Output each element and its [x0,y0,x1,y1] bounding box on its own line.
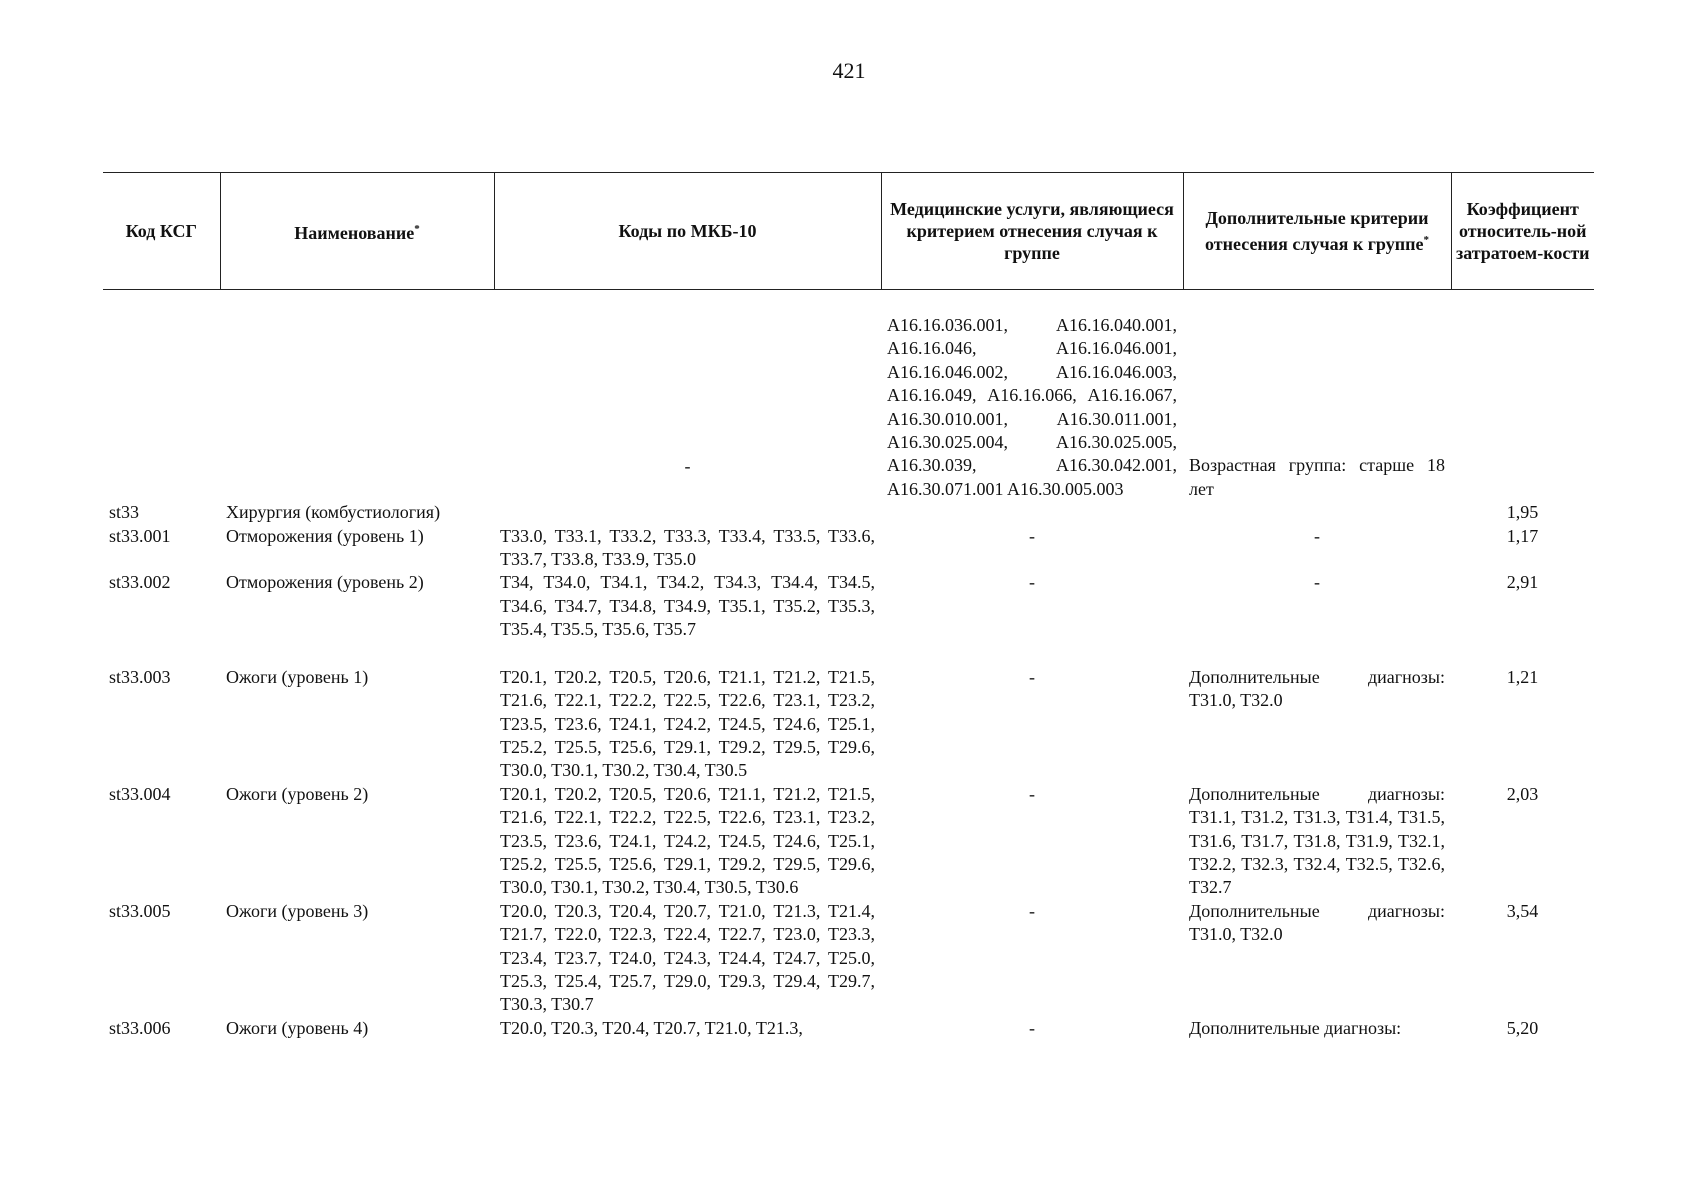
header-criteria-text: Дополнительные критерии отнесения случая к группе [1205,208,1429,254]
cell-coef: 1,21 [1506,666,1539,687]
cell-icd: T20.1, T20.2, T20.5, T20.6, T21.1, T21.2, T21.5, T21.6, T22.1, T22.2, T22.5, T22.6, T23.1, T23.2, T23.5, T23.6, T24.1, T24.2, T24.5, T24.6, T25.1, T25.2, T25.5, T25.6, T29.1, T29.2, T29.5, T29.6, T30.0, T30.1, T30.2, T30.4, T30.5, T30.6 [500,783,875,898]
cell-services: - [1029,525,1035,546]
cell-name: Ожоги (уровень 4) [226,1017,369,1038]
cell-criteria: - [1314,572,1320,593]
cell-coef: 3,54 [1506,900,1539,921]
page-number: 421 [832,58,866,83]
cell-icd: T20.0, T20.3, T20.4, T20.7, T21.0, T21.3, [500,1017,803,1038]
cell-services: A16.16.036.001, A16.16.040.001, A16.16.046, A16.16.046.001, A16.16.046.002, A16.16.046.003, A16.16.049, A16.16.066, A16.16.067, A16.30.010.001, A16.30.011.001, A16.30.025.004, A16.30.025.005, A16.30.039, A16.30.042.001, A16.30.071.001 A16.30.005.003 [887,315,1177,499]
cell-name [220,314,494,501]
cell-code: st33.001 [109,525,171,546]
cell-code: st33.003 [109,666,171,687]
cell-criteria: Дополнительные диагнозы: T31.1, T31.2, T31.3, T31.4, T31.5, T31.6, T31.7, T31.8, T31.9, T32.1, T32.2, T32.3, T32.4, T32.5, T32.6, T32.7 [1189,783,1445,898]
cell-code: st33.002 [109,572,171,593]
table-row [103,571,1594,665]
spacer-row [103,290,1594,315]
cell-icd: T20.1, T20.2, T20.5, T20.6, T21.1, T21.2, T21.5, T21.6, T22.1, T22.2, T22.5, T22.6, T23.1, T23.2, T23.5, T23.6, T24.1, T24.2, T24.5, T24.6, T25.1, T25.2, T25.5, T25.6, T29.1, T29.2, T29.5, T29.6, T30.0, T30.1, T30.2, T30.4, T30.5 [500,666,875,781]
header-criteria [1183,173,1451,290]
cell-services: - [1029,783,1035,804]
cell-name: Ожоги (уровень 1) [226,666,369,687]
header-icd: Коды по МКБ-10 [494,173,881,290]
header-coefficient: Коэффициент относитель-ной затратоем-кости [1451,173,1594,290]
cell-coef [1451,314,1594,501]
cell-name: Отморожения (уровень 2) [226,572,424,593]
cell-icd: - [684,455,691,476]
cell-icd: T34, T34.0, T34.1, T34.2, T34.3, T34.4, T34.5, T34.6, T34.7, T34.8, T34.9, T35.1, T35.2, T35.3, T35.4, T35.5, T35.6, T35.7 [500,572,875,640]
cell-code: st33.005 [109,900,171,921]
ksg-table [103,172,1594,1040]
cell-name: Хирургия (комбустиология) [226,502,441,523]
cell-services: - [1029,900,1035,921]
cell-services [881,501,1183,524]
cell-coef: 5,20 [1506,1017,1539,1038]
cell-criteria: Дополнительные диагнозы: [1189,1017,1402,1038]
table-row [103,900,1594,1017]
cell-icd [494,501,881,524]
cell-coef: 2,03 [1506,783,1539,804]
cell-services: - [1029,1017,1035,1038]
cell-code: st33.006 [109,1017,171,1038]
cell-code: st33 [109,502,140,523]
header-name-footnote: * [414,223,420,235]
header-code: Код КСГ [103,173,220,290]
header-name [220,173,494,290]
table-header-row [103,173,1594,290]
cell-code [103,314,220,501]
table-row [103,525,1594,572]
cell-criteria: - [1314,525,1320,546]
cell-criteria: Дополнительные диагнозы: T31.0, T32.0 [1189,900,1445,945]
table-row [103,783,1594,900]
header-name-text: Наименование [294,223,415,243]
header-services: Медицинские услуги, являющиеся критерием отнесения случая к группе [881,173,1183,290]
cell-services: - [1029,572,1035,593]
table-row [103,1017,1594,1040]
cell-coef: 1,17 [1506,525,1539,546]
cell-coef: 1,95 [1506,502,1539,523]
cell-criteria [1183,314,1451,501]
cell-name: Ожоги (уровень 3) [226,900,369,921]
criteria-text: Возрастная группа: старше 18 лет [1189,455,1445,499]
cell-name: Отморожения (уровень 1) [226,525,424,546]
table-row-continuation [103,314,1594,501]
cell-code: st33.004 [109,783,171,804]
cell-icd: T33.0, T33.1, T33.2, T33.3, T33.4, T33.5, T33.6, T33.7, T33.8, T33.9, T35.0 [500,525,875,570]
cell-criteria: Дополнительные диагнозы: T31.0, T32.0 [1189,666,1445,711]
cell-name: Ожоги (уровень 2) [226,783,369,804]
cell-icd: T20.0, T20.3, T20.4, T20.7, T21.0, T21.3, T21.4, T21.7, T22.0, T22.3, T22.4, T22.7, T23.0, T23.3, T23.4, T23.7, T24.0, T24.3, T24.4, T24.7, T25.0, T25.3, T25.4, T25.7, T29.0, T29.3, T29.4, T29.7, T30.3, T30.7 [500,900,875,1015]
table-row [103,501,1594,524]
cell-services: - [1029,666,1035,687]
cell-coef: 2,91 [1506,572,1539,593]
table-row [103,666,1594,783]
header-criteria-footnote: * [1423,234,1429,246]
cell-criteria [1183,501,1451,524]
